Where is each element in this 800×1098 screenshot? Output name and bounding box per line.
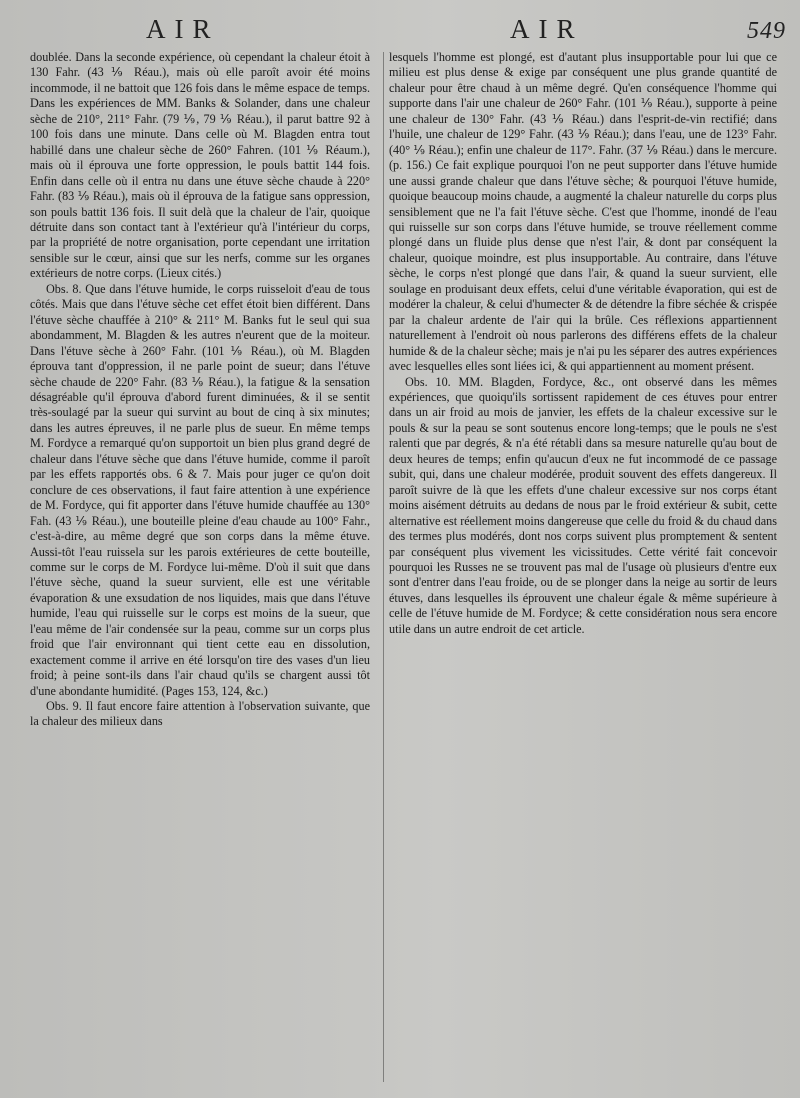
paragraph-obs-9: Obs. 9. Il faut encore faire attention à l'observation suivante, que la chaleur des milieux dans bbox=[30, 699, 370, 729]
paragraph-left-1: doublée. Dans la seconde expérience, où cependant la chaleur étoit à 130 Fahr. (43 ⅑ Réau.), mais où elle paroît avoir été moins incommode, il ne battoit que 126 fois dans le même espace de temps. Dans les expériences de MM. Banks & Solander, dans une chaleur sèche de 210°, 211° Fahr. (79 ⅑, 79 ⅑ Réau.), il parut battre 92 à 100 fois dans une minute. Dans celle où M. Blagden entra tout habillé dans une chaleur sèche de 260° Fahren. (101 ⅑ Réaum.), mais où il éprouva une forte oppression, le pouls battit 144 fois. Enfin dans celle où il entra nu dans une étuve sèche chaude à 220° Fahr. (83 ⅑ Réau.), mais où il éprouva de la fatigue sans oppression, son pouls battit 136 fois. Il suit delà que la chaleur de l'air, quoique détruite dans son contact tant à l'extérieur qu'à l'intérieur du corps, par la propriété de notre organisation, porte cependant une irritation sensible sur le cœur, ainsi que sur les nerfs, comme sur les organes extérieurs de notre corps. (Lieux cités.) bbox=[30, 50, 370, 281]
page-number: 549 bbox=[747, 18, 786, 44]
column-divider bbox=[383, 52, 384, 1082]
running-header-left: AIR bbox=[146, 14, 220, 44]
running-header-right: AIR bbox=[510, 14, 584, 44]
paragraph-obs-10: Obs. 10. MM. Blagden, Fordyce, &c., ont observé dans les mêmes expériences, que quoiqu'ils sortissent rapidement de ces étuves pour entrer dans un air froid au mois de janvier, les effets de la chaleur excessive sur le pouls & sur la peau se sont soutenus encore long-temps; que le pouls ne s'est ralenti que par degrés, & n'a été rétabli dans sa mesure naturelle qu'au bout de deux heures de temps; enfin qu'aucun d'eux ne fut incommodé de ce passage subit, qui, dans une chaleur modérée, produit souvent des effets dangereux. Il paroît suivre de là que les effets d'une chaleur excessive sur nos corps étant moins aisément détruits au dedans de nous par le froid extérieur & subit, cette alternative est réellement moins dangereuse que celle du froid & du chaud dans des termes plus modérés, dont nos corps suivent plus promptement & sentent par conséquent plus vivement les vicissitudes. Cette vérité fait concevoir pourquoi les Russes ne se trouvent pas mal de l'usage où plusieurs d'entre eux sont d'entrer dans l'eau froide, ou de se plonger dans la neige au sortir de leurs étuves, dans lesquelles ils éprouvent une chaleur égale & même supérieure à celle de l'étuve humide de M. Fordyce; & cette considération nous sera encore utile dans un autre endroit de cet article. bbox=[389, 374, 777, 636]
paragraph-obs-8: Obs. 8. Que dans l'étuve humide, le corps ruisseloit d'eau de tous côtés. Mais que dans l'étuve sèche cet effet étoit bien différent. Dans l'étuve sèche chauffée à 210° & 211° M. Banks fut le seul qui sua abondamment, M. Blagden & les autres n'eurent que de la moiteur. Dans l'étuve sèche à 260° Fahr. (101 ⅑ Réau.), où M. Blagden éprouva tant d'oppression, il ne parle point de sueur; dans l'étuve sèche chaude de 220° Fahr. (83 ⅑ Réau.), la fatigue & la sensation désagréable qu'il éprouva d'abord furent diminuées, & il se sentit très-soulagé par la sueur qui survint au bout de cinq à six minutes; dans les autres épreuves, il ne parle plus de sueur. En même temps M. Fordyce a remarqué qu'on supportoit un bien plus grand degré de chaleur dans l'étuve sèche que dans l'étuve humide, comme il paroît par les effets rapportés obs. 6 & 7. Mais pour juger ce qu'on doit conclure de ces observations, il faut faire attention à une expérience de M. Fordyce, qui fit apporter dans l'étuve humide chauffée au 130° Fah. (43 ⅑ Réau.), une bouteille pleine d'eau chaude au 100° Fahr., c'est-à-dire, au même degré que son corps dans la même étuve. Aussi-tôt l'eau ruissela sur les parois extérieures de cette bouteille, comme sur le corps de M. Fordyce lui-même. D'où il suit que dans l'étuve sèche, quand la sueur survient, elle est une véritable évaporation & une exsudation de nos liquides, mais que dans l'étuve humide, l'eau qui ruisselle sur le corps est moins de la sueur, que l'eau même de l'air condensée sur la peau, comme sur un corps plus froid que l'air environnant qui tient cette eau en dissolution, exactement comme il arrive en été lorsqu'on tire des vases d'un lieu froid; à peine sont-ils dans l'air chaud qu'ils se chargent aussi tôt d'une abondante humidité. (Pages 153, 124, &c.) bbox=[30, 281, 370, 698]
right-column bbox=[389, 50, 777, 637]
paragraph-right-1: lesquels l'homme est plongé, est d'autant plus insupportable pour lui que ce milieu est plus dense & exige par conséquent une plus grande quantité de chaleur pour être chaud à un même degré. Qu'en conséquence l'homme qui supporte dans l'air une chaleur de 260° Fahr. (101 ⅑ Réau.), supporte à peine une chaleur de 130° Fahr. (43 ⅑ Réau.) dans l'esprit-de-vin rectifié; dans l'huile, une chaleur de 129° Fahr. (43 ⅑ Réau.); dans l'eau, une de 123° Fahr. (40° ⅑ Réau.); enfin une chaleur de 117°. Fahr. (37 ⅑ Réau.) dans le mercure. (p. 156.) Ce fait explique pourquoi l'on ne peut supporter dans l'étuve humide une aussi grande chaleur que dans l'étuve sèche; & pourquoi l'étuve humide, quoique beaucoup moins chaude, a augmenté la chaleur naturelle du corps plus sensiblement que ne l'a fait l'étuve sèche. C'est que l'homme, inondé de l'eau qui ruisselle sur son corps dans l'étuve humide, se trouve réellement comme plongé dans un fluide plus dense que n'est l'air, & dont par conséquent la chaleur, quoique moindre, est plus insupportable. Au contraire, dans l'étuve sèche, le corps n'est plongé que dans l'air, & quand la sueur survient, elle soulage en produisant deux effets, celui d'une véritable évaporation, qui est de modérer la chaleur, & celui d'humecter & de détendre la fibre séchée & crispée par la chaleur ardente de l'air qui la brûle. Ces réflexions appartiennent naturellement à l'endroit où nous parlerons des différens effets de la chaleur humide & de la chaleur sèche; mais je n'ai pu les séparer des autres expériences avec lesquelles elles sont liées ici, & qui appartiennent au moment présent. bbox=[389, 50, 777, 374]
left-column bbox=[30, 50, 370, 730]
